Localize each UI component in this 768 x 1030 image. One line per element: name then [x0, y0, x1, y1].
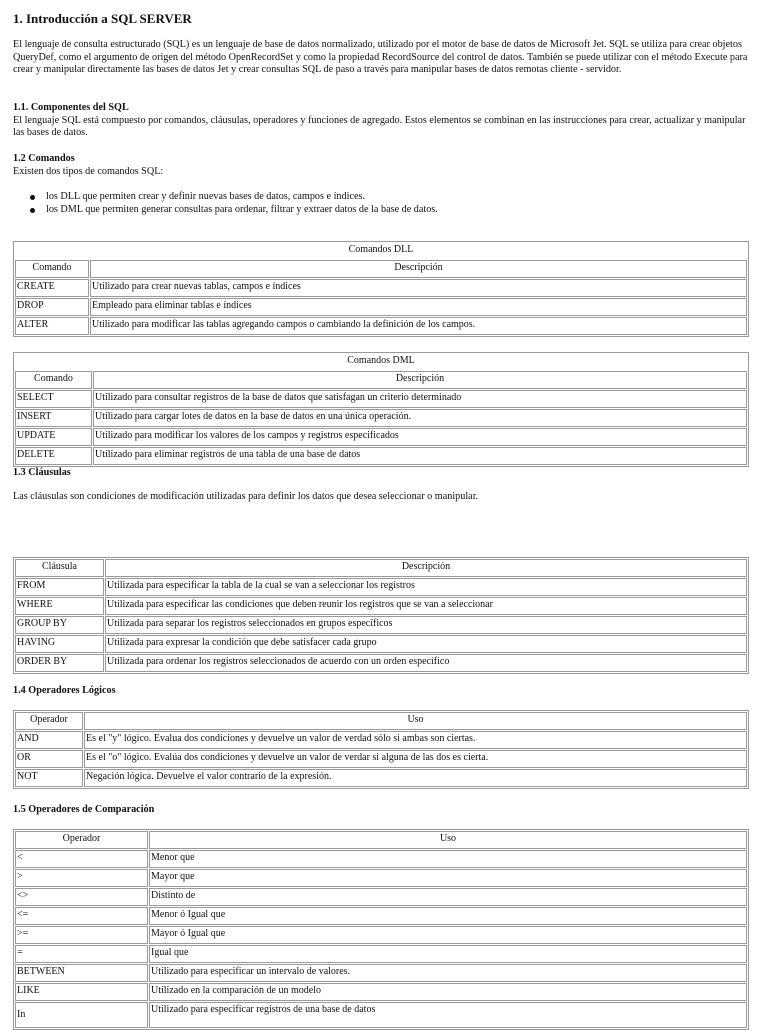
- table-header-row: Operador Uso: [15, 712, 747, 730]
- bullet-icon: [30, 208, 35, 213]
- table-row: UPDATE Utilizado para modificar los valores de los campos y registros especificados: [15, 428, 747, 446]
- table-row: OR Es el "o" lógico. Evalúa dos condiciones y devuelve un valor de verdar si alguna de las dos es cierta.: [15, 750, 747, 768]
- section-heading: 1.4 Operadores Lógicos: [13, 685, 116, 696]
- section-heading: 1.2 Comandos: [13, 153, 75, 164]
- table-row: DROP Empleado para eliminar tablas e índices: [15, 298, 747, 316]
- intro-paragraph: El lenguaje de consulta estructurado (SQL) es un lenguaje de base de datos normalizado, utilizado por el motor de base de datos de Microsoft Jet. SQL se utiliza para crear objetos QueryDef, como el argumento de origen del método OpenRecordSet y como la propiedad RecordSource del control de datos. También se puede utilizar con el método Execute para crear y manipular directamente las bases de datos Jet y crear consultas SQL de paso a través para manipular bases de datos remotas cliente - servidor.: [13, 39, 748, 76]
- table-row: LIKE Utilizado en la comparación de un modelo: [15, 983, 747, 1001]
- dml-table: [13, 352, 749, 467]
- table-row: = Igual que: [15, 945, 747, 963]
- section-commands: [13, 153, 751, 217]
- table-row: ALTER Utilizado para modificar las tablas agregando campos o cambiando la definición de los campos.: [15, 317, 747, 335]
- table-row: DELETE Utilizado para eliminar registros de una tabla de una base de datos: [15, 447, 747, 465]
- table-row: AND Es el "y" lógico. Evalua dos condiciones y devuelve un valor de verdad sólo si ambas son ciertas.: [15, 731, 747, 749]
- table-row: > Mayor que: [15, 869, 747, 887]
- table-row: In Utilizado para especificar registros de una base de datos: [15, 1002, 747, 1028]
- section-text: Existen dos tipos de comandos SQL:: [13, 165, 164, 177]
- table-row: BETWEEN Utilizado para especificar un intervalo de valores.: [15, 964, 747, 982]
- table-row: <> Distinto de: [15, 888, 747, 906]
- list-item: los DML que permiten generar consultas para ordenar, filtrar y extraer datos de la base de datos.: [13, 204, 751, 217]
- section-heading: 1.3 Cláusulas: [13, 467, 71, 478]
- dll-table: [13, 241, 749, 337]
- section-heading: 1.1. Componentes del SQL: [13, 102, 129, 113]
- clauses-table: [13, 557, 749, 674]
- comparison-operators-table: [13, 829, 749, 1030]
- table-row: < Menor que: [15, 850, 747, 868]
- table-header-row: Comando Descripción: [15, 371, 747, 389]
- section-components: [13, 102, 751, 140]
- table-row: INSERT Utilizado para cargar lotes de datos en la base de datos en una única operación.: [15, 409, 747, 427]
- table-row: CREATE Utilizado para crear nuevas tablas, campos e índices: [15, 279, 747, 297]
- table-row: <= Menor ó Igual que: [15, 907, 747, 925]
- table-row: WHERE Utilizada para especificar las condiciones que deben reunir los registros que se van a seleccionar: [15, 597, 747, 615]
- table-row: NOT Negación lógica. Devuelve el valor contrario de la expresión.: [15, 769, 747, 787]
- table-caption: Comandos DLL: [348, 244, 414, 255]
- command-types-list: [13, 191, 751, 217]
- table-header-row: Operador Uso: [15, 831, 747, 849]
- table-row: FROM Utilizada para especificar la tabla de la cual se van a seleccionar los registros: [15, 578, 747, 596]
- table-header-row: Comando Descripción: [15, 260, 747, 278]
- section-heading: 1.5 Operadores de Comparación: [13, 804, 155, 815]
- table-row: SELECT Utilizado para consultar registros de la base de datos que satisfagan un criterio determinado: [15, 390, 747, 408]
- section-text: Las cláusulas son condiciones de modificación utilizadas para definir los datos que desea seleccionar o manipular.: [13, 491, 479, 502]
- table-caption: Comandos DML: [347, 355, 415, 366]
- table-row: HAVING Utilizada para expresar la condición que debe satisfacer cada grupo: [15, 635, 747, 653]
- bullet-icon: [30, 195, 35, 200]
- section-text: El lenguaje SQL está compuesto por comandos, cláusulas, operadores y funciones de agregado. Estos elementos se combinan en las instrucciones para crear, actualizar y manipular las bases de datos.: [13, 114, 746, 139]
- table-row: GROUP BY Utilizada para separar los registros seleccionados en grupos específicos: [15, 616, 747, 634]
- logical-operators-table: [13, 710, 749, 789]
- table-header-row: Cláusula Descripción: [15, 559, 747, 577]
- table-row: ORDER BY Utilizada para ordenar los registros seleccionados de acuerdo con un orden específico: [15, 654, 747, 672]
- page-title: 1. Introducción a SQL SERVER: [13, 11, 192, 26]
- list-item: los DLL que permiten crear y definir nuevas bases de datos, campos e índices.: [13, 191, 751, 204]
- table-row: >= Mayor ó Igual que: [15, 926, 747, 944]
